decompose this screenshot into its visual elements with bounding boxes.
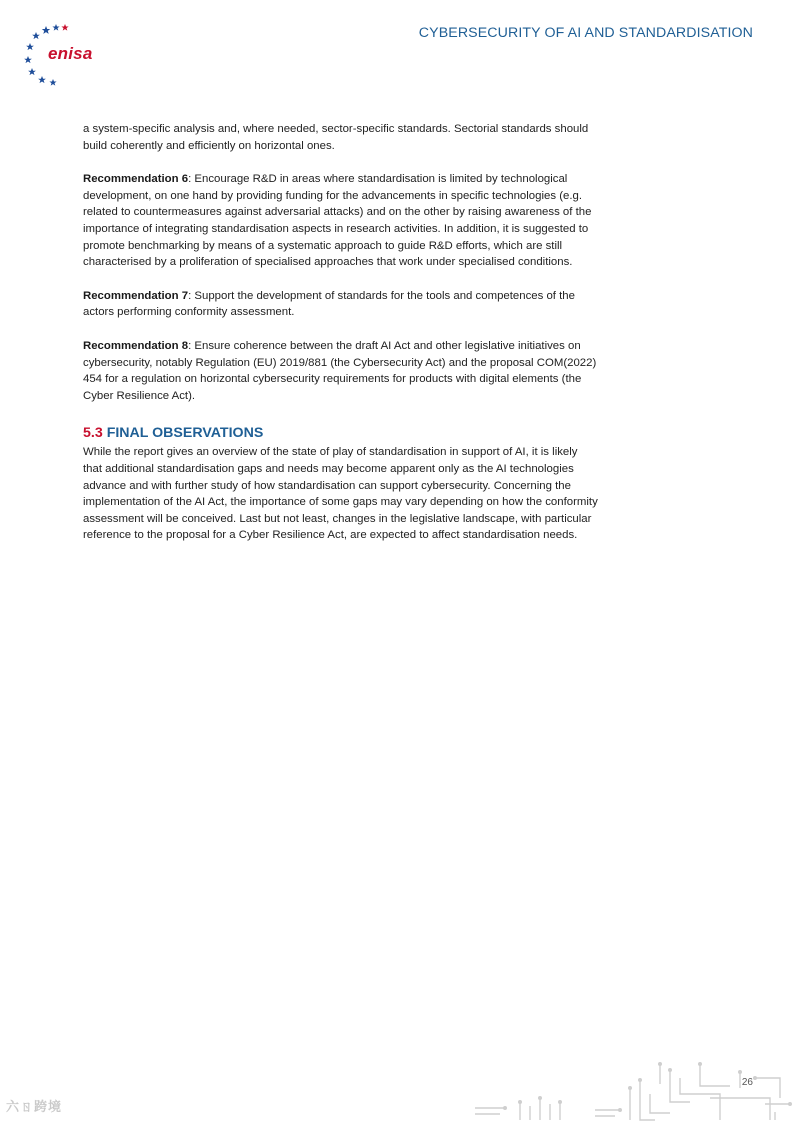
section-title: FINAL OBSERVATIONS [106, 425, 264, 442]
recommendation-7 [83, 288, 598, 321]
section-heading [83, 424, 598, 442]
page-number: 26 [741, 1077, 753, 1088]
recommendation-8 [83, 338, 598, 404]
recommendation-text: : Ensure coherence between the draft AI Act and other legislative initiatives on cybersecurity, notably Regulation (EU) 2019/881 (the Cybersecurity Act) and the proposal COM(2022) 454 for a regulation on horizontal cybersecurity requirements for products with digital elements (the Cyber Resilience Act). [83, 339, 597, 402]
enisa-logo [22, 22, 102, 88]
intro-paragraph: a system-specific analysis and, where needed, sector-specific standards. Sectorial standards should build coherently and efficiently on horizontal ones. [83, 123, 589, 152]
recommendation-text: : Support the development of standards for the tools and competences of the actors performing conformity assessment. [83, 289, 575, 319]
main-content [83, 121, 598, 561]
recommendation-6 [83, 171, 598, 271]
recommendation-label: Recommendation 6 [83, 173, 189, 186]
recommendation-text: : Encourage R&D in areas where standardisation is limited by technological development, on one hand by providing funding for the advancements in specific technologies (e.g. related to countermeasures against adversarial attacks) and on the other by raising awareness of the importance of integrating standardisation aspects in research activities. In addition, it is suggested to promote benchmarking by means of a systematic approach to guide R&D efforts, which are still characterised by a proliferation of specialised approaches that work under specialised conditions. [83, 173, 592, 269]
recommendation-label: Recommendation 8 [83, 339, 189, 352]
watermark: 六ㄖ跨境 [6, 1099, 63, 1114]
document-title: CYBERSECURITY OF AI AND STANDARDISATION [418, 25, 753, 41]
recommendation-label: Recommendation 7 [83, 289, 189, 302]
section-number: 5.3 [83, 425, 103, 442]
section-paragraph: While the report gives an overview of the state of play of standardisation in support of AI, it is likely that additional standardisation gaps and needs may become apparent only as the AI technologies advance and with further study of how standardisation can support cybersecurity. Concerning the implementation of the AI Act, the importance of some gaps may vary depending on how the conformity assessment will be conceived. Last but not least, changes in the legislative landscape, with particular reference to the proposal for a Cyber Resilience Act, are expected to affect standardisation needs. [83, 446, 598, 542]
circuit-decoration-icon [470, 1058, 793, 1122]
logo-wordmark: enisa [48, 44, 93, 63]
